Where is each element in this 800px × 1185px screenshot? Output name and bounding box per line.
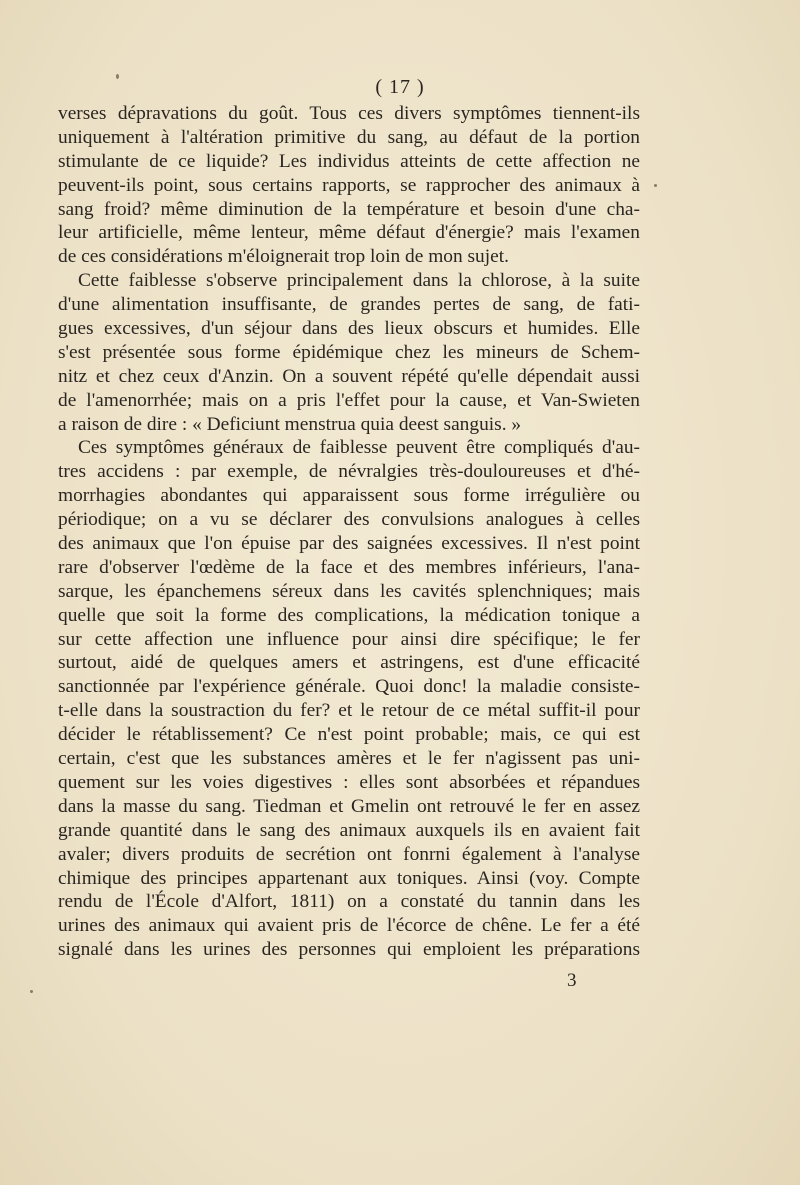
- text-line: nitz et chez ceux d'Anzin. On a souvent répété qu'elle dépendait aussi: [58, 365, 640, 387]
- text-line: dans la masse du sang. Tiedman et Gmelin ont retrouvé le fer en assez: [58, 795, 640, 817]
- text-line: périodique; on a vu se déclarer des convulsions analogues à celles: [58, 509, 640, 531]
- text-line: tres accidens : par exemple, de névralgies très-douloureuses et d'hé-: [58, 461, 640, 483]
- text-line: quelle que soit la forme des complications, la médication tonique a: [58, 604, 640, 626]
- text-line: de l'amenorrhée; mais on a pris l'effet pour la cause, et Van-Swieten: [58, 389, 640, 411]
- text-line: gues excessives, d'un séjour dans des lieux obscurs et humides. Elle: [58, 318, 640, 340]
- text-line: a raison de dire : « Deficiunt menstrua quia deest sanguis. »: [58, 413, 522, 435]
- text-line: grande quantité dans le sang des animaux auxquels ils en avaient fait: [58, 819, 640, 841]
- text-line: Cette faiblesse s'observe principalement dans la chlorose, à la suite: [78, 270, 640, 292]
- text-line: leur artificielle, même lenteur, même défaut d'énergie? mais l'examen: [58, 222, 640, 244]
- text-line: uniquement à l'altération primitive du sang, au défaut de la portion: [58, 126, 640, 148]
- text-line: morrhagies abondantes qui apparaissent sous forme irrégulière ou: [58, 485, 640, 507]
- text-line: t-elle dans la soustraction du fer? et le retour de ce métal suffit-il pour: [58, 700, 640, 722]
- text-line: certain, c'est que les substances amères et le fer n'agissent pas uni-: [58, 748, 640, 770]
- text-line: verses dépravations du goût. Tous ces divers symptômes tiennent-ils: [58, 103, 640, 124]
- text-line: rare d'observer l'œdème de la face et des membres inférieurs, l'ana-: [58, 556, 640, 578]
- text-line: d'une alimentation insuffisante, de grandes pertes de sang, de fati-: [58, 294, 640, 316]
- text-line: rendu de l'École d'Alfort, 1811) on a constaté du tannin dans les: [58, 891, 640, 913]
- body-text: [58, 102, 640, 962]
- text-line: surtout, aidé de quelques amers et astringens, est d'une efficacité: [58, 652, 640, 674]
- text-line: sarque, les épanchemens séreux dans les cavités splenchniques; mais: [58, 580, 640, 602]
- text-line: de ces considérations m'éloignerait trop loin de mon sujet.: [58, 246, 509, 268]
- text-line: sanctionnée par l'expérience générale. Quoi donc! la maladie consiste-: [58, 676, 640, 698]
- text-line: décider le rétablissement? Ce n'est point probable; mais, ce qui est: [58, 724, 640, 746]
- text-line: Ces symptômes généraux de faiblesse peuvent être compliqués d'au-: [78, 437, 640, 459]
- text-line: urines des animaux qui avaient pris de l'écorce de chêne. Le fer a été: [58, 915, 640, 937]
- ink-speck: [30, 990, 33, 993]
- text-line: chimique des principes appartenant aux toniques. Ainsi (voy. Compte: [58, 867, 640, 889]
- text-line: sur cette affection une influence pour ainsi dire spécifique; le fer: [58, 628, 640, 650]
- text-line: peuvent-ils point, sous certains rapports, se rapprocher des animaux à: [58, 174, 640, 196]
- text-line: stimulante de ce liquide? Les individus atteints de cette affection ne: [58, 150, 640, 172]
- text-line: des animaux que l'on épuise par des saignées excessives. Il n'est point: [58, 533, 640, 555]
- text-line: avaler; divers produits de secrétion ont fonrni également à l'analyse: [58, 843, 640, 865]
- text-line: s'est présentée sous forme épidémique chez les mineurs de Schem-: [58, 341, 640, 363]
- text-line: sang froid? même diminution de la température et besoin d'une cha-: [58, 198, 640, 220]
- text-line: quement sur les voies digestives : elles sont absorbées et répandues: [58, 771, 640, 793]
- ink-speck: [654, 184, 657, 187]
- text-line: signalé dans les urines des personnes qui emploient les préparations: [58, 939, 640, 961]
- signature-mark: 3: [567, 970, 577, 991]
- page-number-header: ( 17 ): [375, 76, 425, 98]
